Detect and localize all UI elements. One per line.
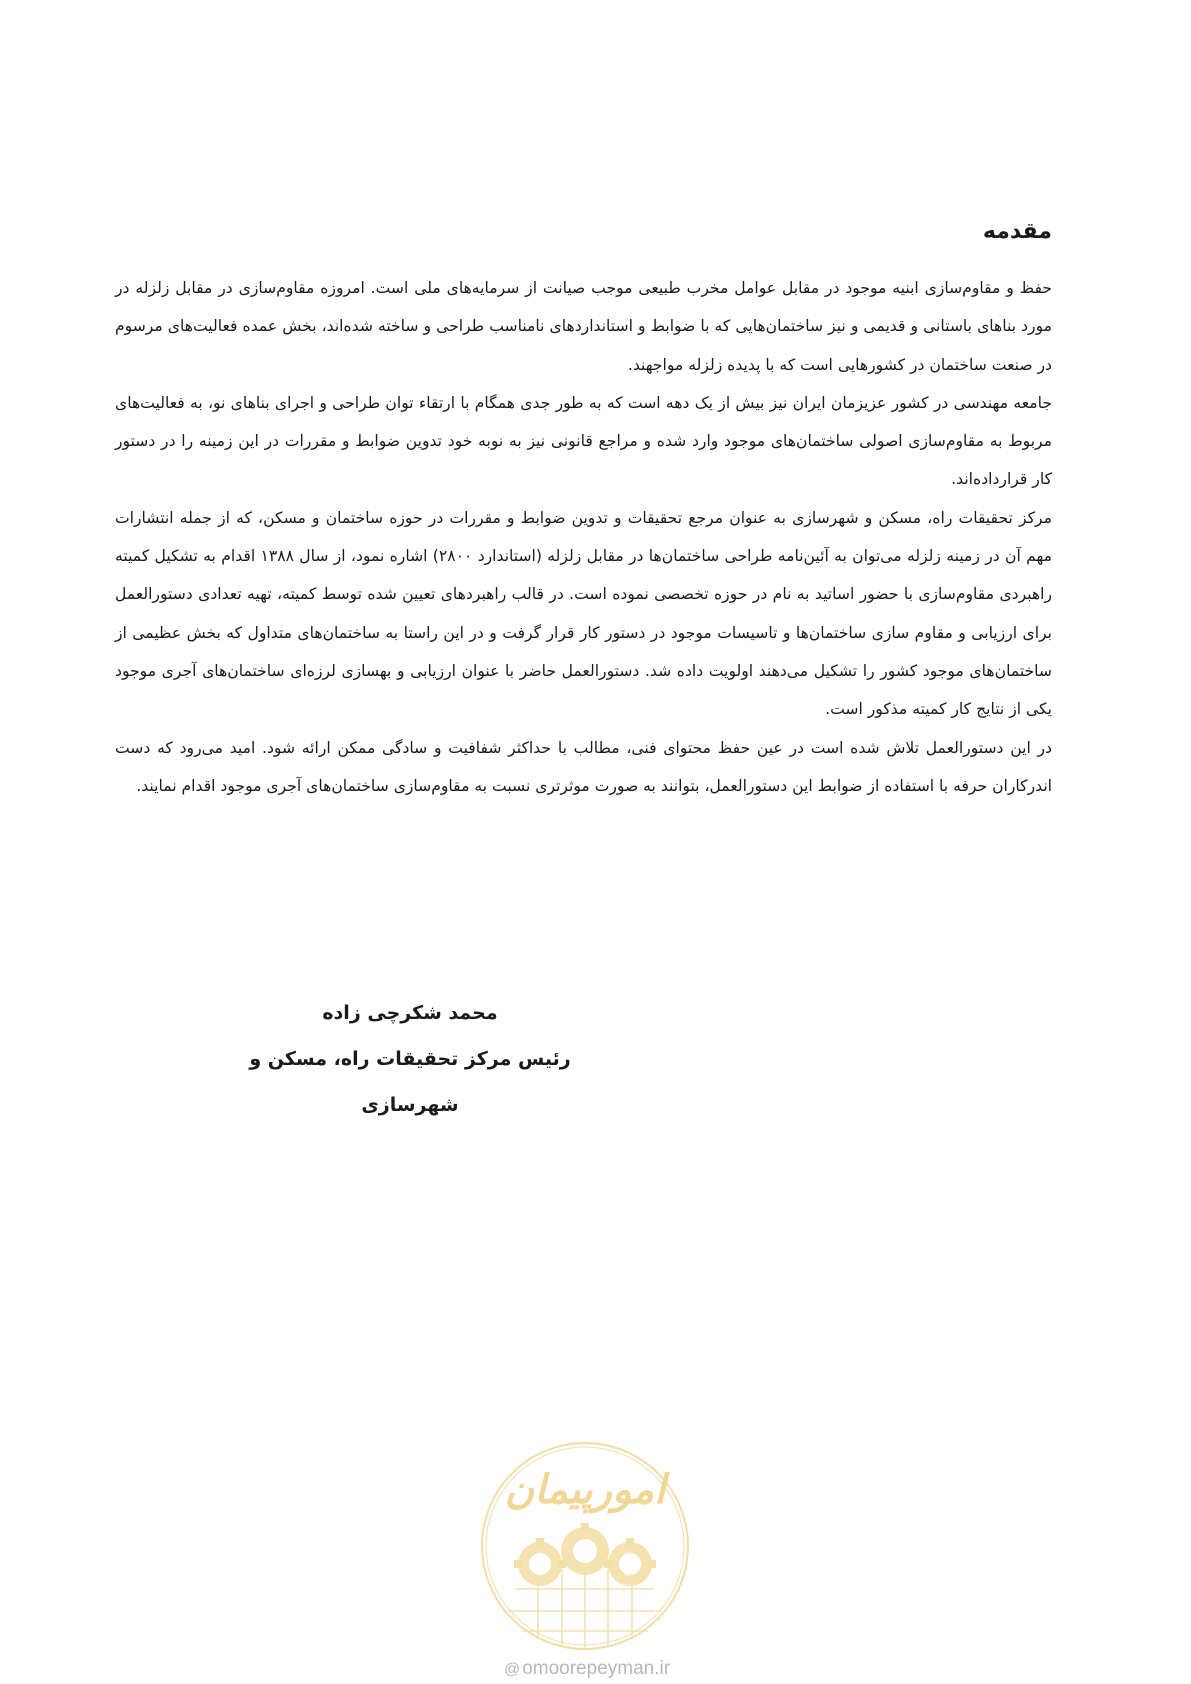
watermark-url-text: omoorepeyman.ir bbox=[522, 1658, 671, 1679]
paragraph-2: جامعه مهندسی در کشور عزیزمان ایران نیز بیش از یک دهه است که به طور جدی همگام با ارتقاء توان طراحی و اجرای بناهای نو، به فعالیت‌های مربوط به مقاوم‌سازی اصولی ساختمان‌های موجود وارد شده و مراجع قانونی نیز به نوبه خود تدوین ضوابط و مقررات در این زمینه را در دستور کار قرارداده‌اند. bbox=[115, 393, 1052, 489]
section-heading: مقدمه bbox=[982, 219, 1052, 244]
watermark-logo bbox=[478, 1439, 692, 1653]
watermark-url bbox=[480, 1658, 694, 1680]
document-body bbox=[115, 215, 1052, 805]
at-icon: @ bbox=[503, 1661, 521, 1678]
signatory-name: محمد شکرچی زاده bbox=[322, 1002, 498, 1024]
signature-block bbox=[200, 990, 620, 1128]
signatory-title: رئیس مرکز تحقیقات راه، مسکن و شهرسازی bbox=[249, 1048, 571, 1116]
paragraph-3: مرکز تحقیقات راه، مسکن و شهرسازی به عنوان مرجع تحقیقات و تدوین ضوابط و مقررات در حوزه ساختمان و مسکن، که از جمله انتشارات مهم آن در زمینه زلزله می‌توان به آئین‌نامه طراحی ساختمان‌ها در مقابل زلزله (استاندارد ۲۸۰۰) اشاره نمود، از سال ۱۳۸۸ اقدام به تشکیل کمیته راهبردی مقاوم‌سازی با حضور اساتید به نام در حوزه تخصصی نموده است. در قالب راهبردهای تعیین شده توسط کمیته، تهیه تعدادی دستورالعمل برای ارزیابی و مقاوم سازی ساختمان‌ها و تاسیسات موجود در دستور کار قرار گرفت و در این راستا به ساختمان‌های متداول که بخش عظیمی از ساختمان‌های موجود کشور را تشکیل می‌دهند اولویت داده شد. دستورالعمل حاضر با عنوان ارزیابی و بهسازی لرزه‌ای ساختمان‌های آجری موجود یکی از نتایج کار کمیته مذکور است. bbox=[115, 508, 1053, 719]
watermark-logo-text: امورپیمان bbox=[504, 1466, 666, 1513]
paragraph-4: در این دستورالعمل تلاش شده است در عین حفظ محتوای فنی، مطالب با حداکثر شفافیت و سادگی ممکن ارائه شود. امید می‌رود که دست اندرکاران حرفه با استفاده از ضوابط این دستورالعمل، بتوانند به صورت موثرتری نسبت به مقاوم‌سازی ساختمان‌های آجری موجود اقدام نمایند. bbox=[115, 738, 1052, 795]
paragraph-1: حفظ و مقاوم‌سازی ابنیه موجود در مقابل عوامل مخرب طبیعی موجب صیانت از سرمایه‌های ملی است. امروزه مقاوم‌سازی در مقابل زلزله در مورد بناهای باستانی و قدیمی و نیز ساختمان‌هایی که با ضوابط و استانداردهای نامناسب طراحی و ساخته شده‌اند، بخش عمده فعالیت‌های مرسوم در صنعت ساختمان در کشورهایی است که با پدیده زلزله مواجهند. bbox=[115, 279, 1052, 374]
